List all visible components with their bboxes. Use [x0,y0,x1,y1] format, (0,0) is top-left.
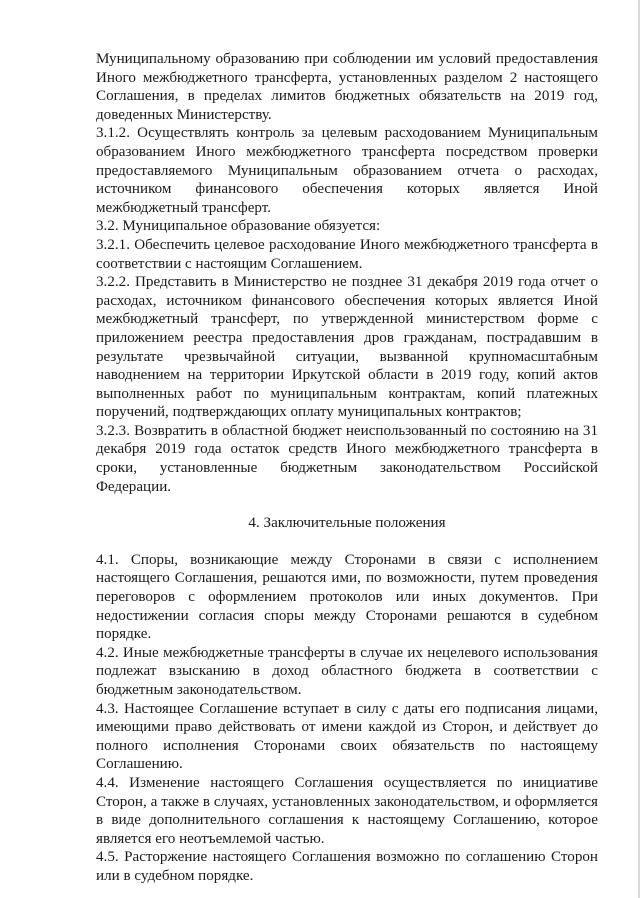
paragraph-4-4: 4.4. Изменение настоящего Соглашения осуществляется по инициативе Сторон, а также в случаях, установленных законодательством, и оформляется в виде дополнительного соглашения к настоящему Соглашению, которое является его неотъемлемой частью. [96,774,598,847]
paragraph-3-2-3: 3.2.3. Возвратить в областной бюджет неиспользованный по состоянию на 31 декабря 2019 года остаток средств Иного межбюджетного трансферта в сроки, установленные бюджетным законодательством Российской Федерации. [96,422,598,495]
paragraph-3-1-1-continuation: Муниципальному образованию при соблюдении им условий предоставления Иного межбюджетного трансферта, установленных разделом 2 настоящего Соглашения, в пределах лимитов бюджетных обязательств на 2019 год, доведенных Министерству. [96,51,598,123]
paragraph-4-5: 4.5. Расторжение настоящего Соглашения возможно по соглашению Сторон или в судебном порядке. [96,849,598,884]
paragraph-4-1: 4.1. Споры, возникающие между Сторонами в связи с исполнением настоящего Соглашения, решаются ими, по возможности, путем проведения переговоров с оформлением протоколов или иных документов. При недостижении согласия споры между Сторонами решаются в судебном порядке. [96,551,598,643]
spacer [96,533,598,551]
document-page [96,50,598,886]
paragraph-3-2-2: 3.2.2. Представить в Министерство не позднее 31 декабря 2019 года отчет о расходах, источником финансового обеспечения которых является Иной межбюджетный трансферт, по утвержденной министерством форме с приложением реестра предоставления дров гражданам, пострадавшим в результате чрезвычайной ситуации, вызванной крупномасштабным наводнением на территории Иркутской области в 2019 году, копий актов выполненных работ по муниципальным контрактам, копий платежных поручений, подтверждающих оплату муниципальных контрактов; [96,274,598,421]
paragraph-3-1-2: 3.1.2. Осуществлять контроль за целевым расходованием Муниципальным образованием Иного межбюджетного трансферта посредством проверки предоставляемого Муниципальным образованием отчета о расходах, источником финансового обеспечения которых является Иной межбюджетный трансферт. [96,125,598,216]
paragraph-4-3: 4.3. Настоящее Соглашение вступает в силу с даты его подписания лицами, имеющими право действовать от имени каждой из Сторон, и действует до полного исполнения Сторонами своих обязательств по настоящему Соглашению. [96,700,598,773]
paragraph-4-2: 4.2. Иные межбюджетные трансферты в случае их нецелевого использования подлежат взысканию в доход областного бюджета в соответствии с бюджетным законодательством. [96,644,598,698]
paragraph-3-2: 3.2. Муниципальное образование обязуется: [96,218,381,235]
paragraph-3-2-1: 3.2.1. Обеспечить целевое расходование Иного межбюджетного трансферта в соответствии с настоящим Соглашением. [96,236,598,272]
section-4-heading: 4. Заключительные положения [248,515,446,532]
